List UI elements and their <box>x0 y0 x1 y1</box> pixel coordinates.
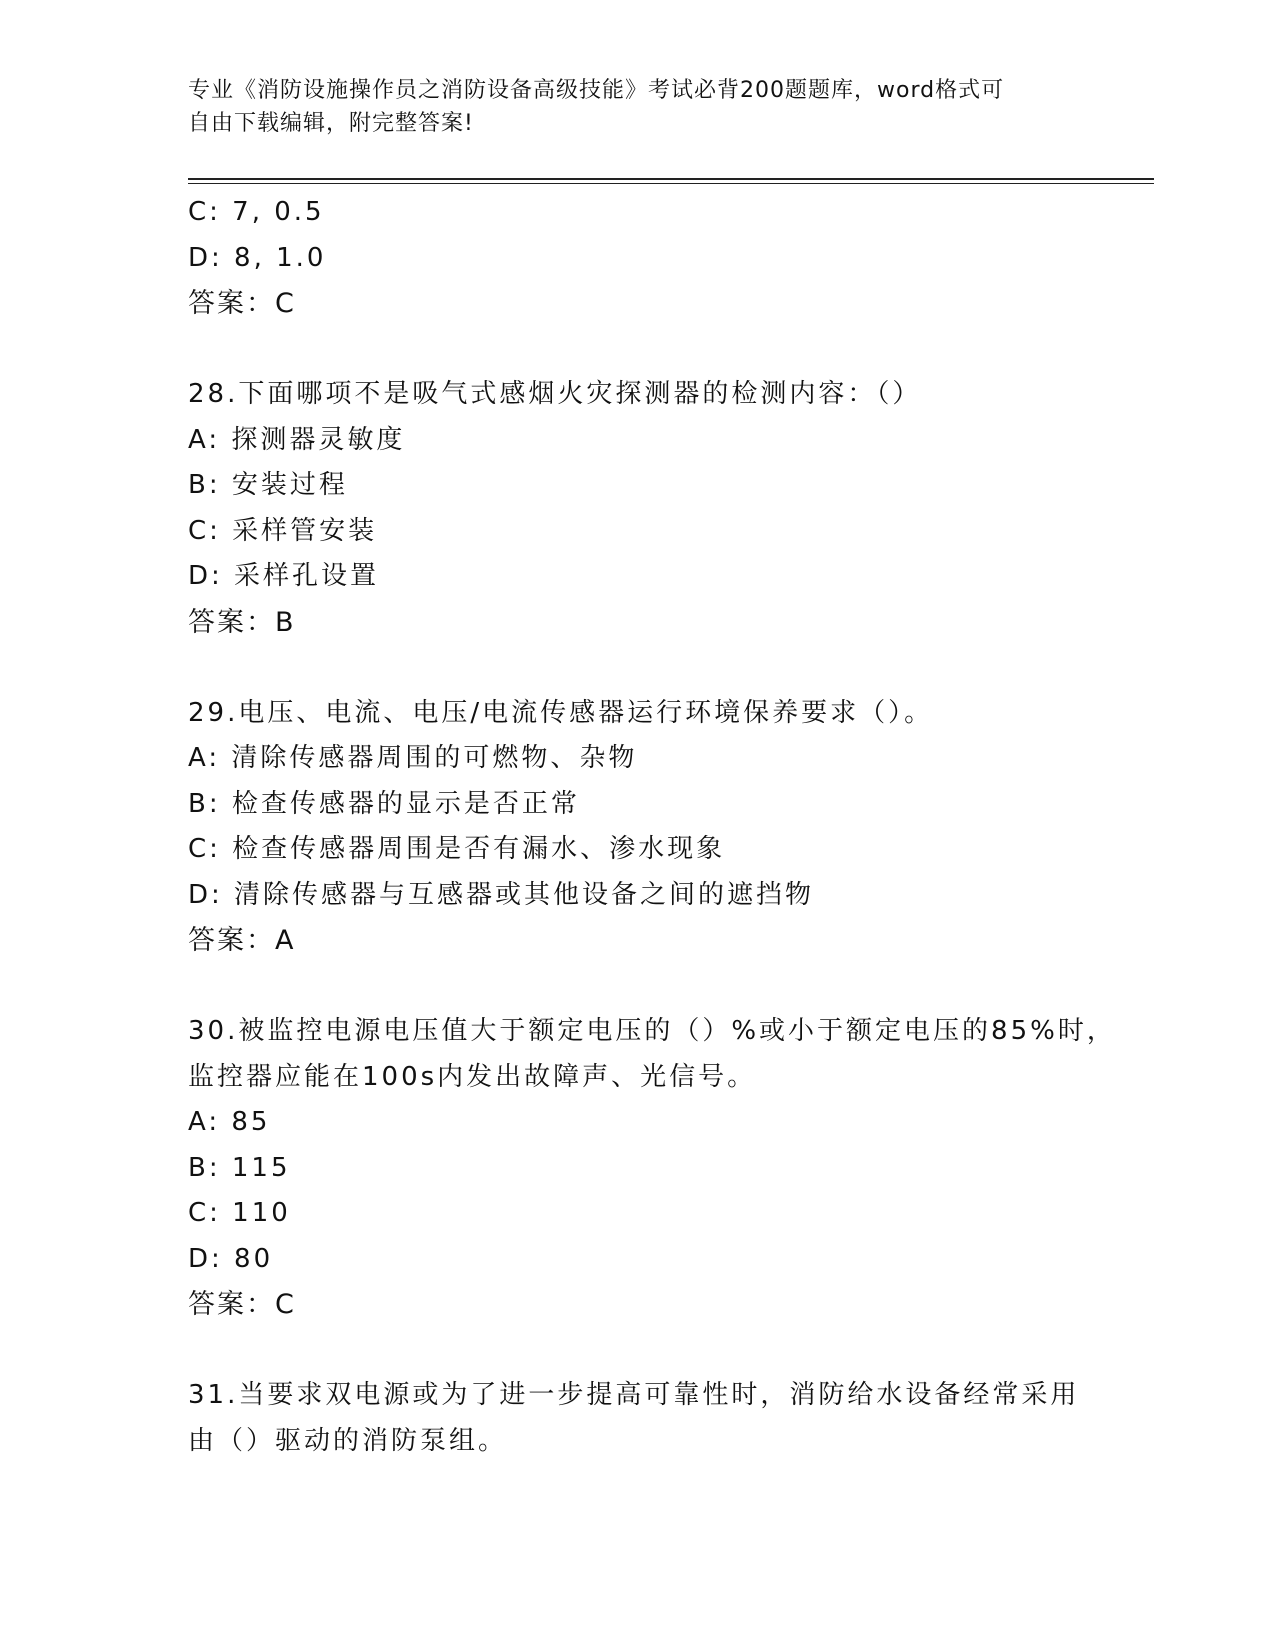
option-c: C: 采样管安装 <box>188 515 378 546</box>
option-c: C: 检查传感器周围是否有漏水、渗水现象 <box>188 834 726 864</box>
document-header <box>188 74 1088 140</box>
header-line-2: 自由下载编辑，附完整答案! <box>188 111 474 136</box>
question-stem: 29.电压、电流、电压/电流传感器运行环境保养要求（）。 <box>188 697 934 728</box>
option-a: A: 85 <box>188 1107 271 1137</box>
answer-line: 答案：C <box>188 1289 296 1320</box>
option-d: D: 清除传感器与互感器或其他设备之间的遮挡物 <box>188 879 815 910</box>
question-31 <box>188 1373 1088 1464</box>
header-divider-thin <box>188 183 1154 184</box>
question-stem-line-1: 30.被监控电源电压值大于额定电压的（）%或小于额定电压的85%时， <box>188 1016 1116 1046</box>
spacer <box>188 327 1088 373</box>
spacer <box>188 964 1088 1010</box>
header-divider-thick <box>188 178 1154 180</box>
question-stem-line-2: 由（）驱动的消防泵组。 <box>188 1425 508 1456</box>
question-list <box>188 190 1116 1464</box>
spacer <box>188 1328 1088 1374</box>
question-27-tail <box>188 190 1088 327</box>
option-b: B: 检查传感器的显示是否正常 <box>188 788 580 819</box>
option-d: D: 8, 1.0 <box>188 242 327 273</box>
answer-line: 答案：A <box>188 925 296 956</box>
question-28 <box>188 372 1088 645</box>
option-c: C: 7, 0.5 <box>188 197 325 227</box>
answer-line: 答案：B <box>188 606 296 638</box>
question-29 <box>188 691 1088 964</box>
option-b: B: 115 <box>188 1152 291 1183</box>
option-a: A: 探测器灵敏度 <box>188 424 406 455</box>
header-line-1: 专业《消防设施操作员之消防设备高级技能》考试必背200题题库，word格式可 <box>188 78 1005 103</box>
option-c: C: 110 <box>188 1198 291 1228</box>
question-30 <box>188 1009 1116 1328</box>
question-stem: 28.下面哪项不是吸气式感烟火灾探测器的检测内容：（） <box>188 379 922 409</box>
answer-line: 答案：C <box>188 288 296 319</box>
spacer <box>188 645 1088 691</box>
option-d: D: 采样孔设置 <box>188 561 380 591</box>
question-stem-line-2: 监控器应能在100s内发出故障声、光信号。 <box>188 1061 757 1092</box>
question-stem-line-1: 31.当要求双电源或为了进一步提高可靠性时，消防给水设备经常采用 <box>188 1380 1080 1410</box>
option-a: A: 清除传感器周围的可燃物、杂物 <box>188 743 638 773</box>
option-b: B: 安装过程 <box>188 470 348 500</box>
option-d: D: 80 <box>188 1243 274 1274</box>
